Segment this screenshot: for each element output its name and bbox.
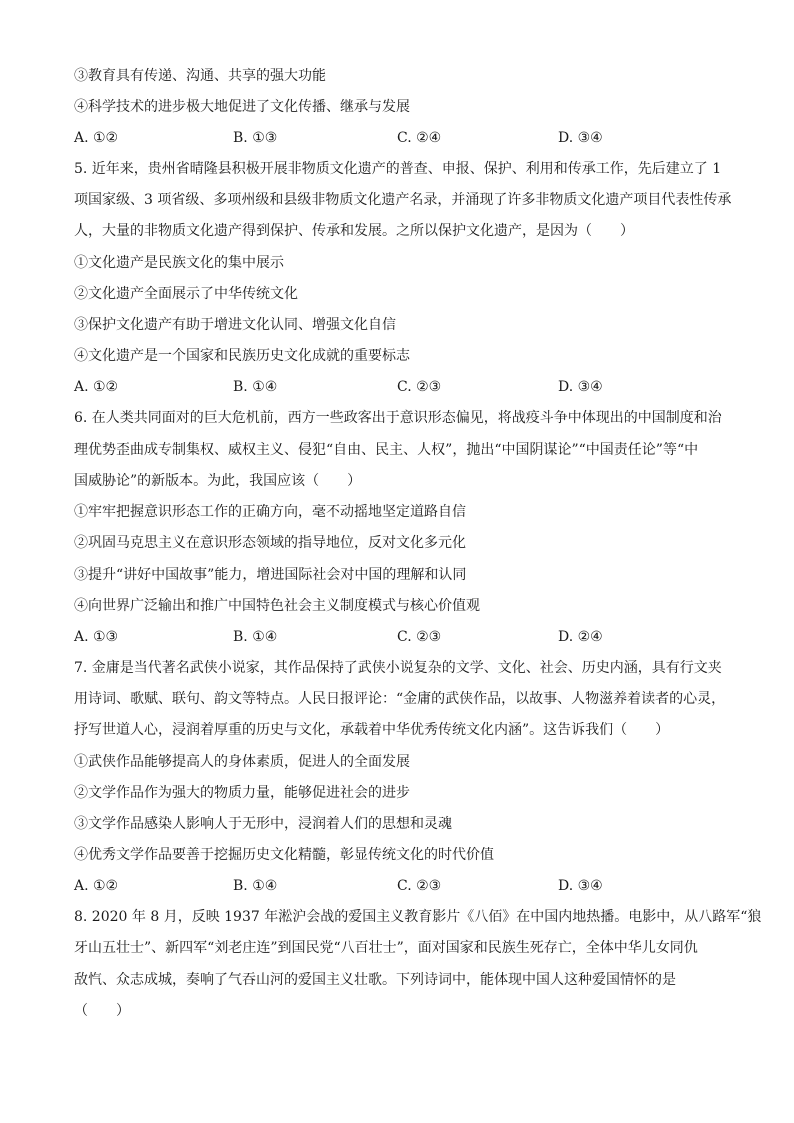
option-d: D. ③④ xyxy=(558,878,603,894)
question-7-stem-line: 用诗词、歌赋、联句、韵文等特点。人民日报评论：“金庸的武侠作品，以故事、人物滋养着读者的心灵， xyxy=(74,691,726,707)
option-c: C. ②③ xyxy=(397,878,442,894)
statement: ③文学作品感染人影响人于无形中，浸润着人们的思想和灵魂 xyxy=(74,816,452,832)
statement: ④文化遗产是一个国家和民族历史文化成就的重要标志 xyxy=(74,348,410,364)
answer-options xyxy=(74,377,734,397)
statement: ②巩固马克思主义在意识形态领域的指导地位，反对文化多元化 xyxy=(74,535,466,551)
statement: ④科学技术的进步极大地促进了文化传播、继承与发展 xyxy=(74,99,410,115)
question-8-stem-line: 8. 2020 年 8 月，反映 1937 年淞沪会战的爱国主义教育影片《八佰》在中国内地热播。电影中，从八路军“狼 xyxy=(74,909,762,925)
question-6-stem-line: 6. 在人类共同面对的巨大危机前，西方一些政客出于意识形态偏见，将战疫斗争中体现出的中国制度和治 xyxy=(74,410,722,426)
option-c: C. ②③ xyxy=(397,379,442,395)
answer-options xyxy=(74,627,734,647)
question-6-stem-line: 国威胁论”的新版本。为此，我国应该（ ） xyxy=(74,473,362,489)
statement: ②文化遗产全面展示了中华传统文化 xyxy=(74,286,298,302)
question-5-stem-line: 5. 近年来，贵州省晴隆县积极开展非物质文化遗产的普查、申报、保护、利用和传承工作，先后建立了 1 xyxy=(74,161,722,177)
question-6-stem-line: 理优势歪曲成专制集权、威权主义、侵犯“自由、民主、人权”，抛出“中国阴谋论”“中国责任论”等“中 xyxy=(74,442,699,458)
option-d: D. ②④ xyxy=(558,629,603,645)
option-a: A. ①③ xyxy=(74,629,119,645)
option-c: C. ②③ xyxy=(397,629,442,645)
statement: ④优秀文学作品要善于挖掘历史文化精髓，彰显传统文化的时代价值 xyxy=(74,847,494,863)
statement: ①武侠作品能够提高人的身体素质，促进人的全面发展 xyxy=(74,754,410,770)
question-8-stem-line: 敌忾、众志成城，奏响了气吞山河的爱国主义壮歌。下列诗词中，能体现中国人这种爱国情怀的是 xyxy=(74,972,676,988)
answer-options xyxy=(74,128,734,148)
option-d: D. ③④ xyxy=(558,130,603,146)
option-b: B. ①④ xyxy=(233,629,278,645)
answer-options xyxy=(74,876,734,896)
statement: ③提升“讲好中国故事”能力，增进国际社会对中国的理解和认同 xyxy=(74,567,467,583)
option-d: D. ③④ xyxy=(558,379,603,395)
question-5-stem-line: 人，大量的非物质文化遗产得到保护、传承和发展。之所以保护文化遗产，是因为（ ） xyxy=(74,223,634,239)
question-7-stem-line: 抒写世道人心，浸润着厚重的历史与文化，承载着中华优秀传统文化内涵”。这告诉我们（ ） xyxy=(74,722,670,738)
option-b: B. ①④ xyxy=(233,379,278,395)
statement: ②文学作品作为强大的物质力量，能够促进社会的进步 xyxy=(74,785,410,801)
option-a: A. ①② xyxy=(74,379,119,395)
question-8-stem-line: 牙山五壮士”、新四军“刘老庄连”到国民党“八百壮士”，面对国家和民族生死存亡，全体中华儿女同仇 xyxy=(74,940,698,956)
option-a: A. ①② xyxy=(74,878,119,894)
statement: ①牢牢把握意识形态工作的正确方向，毫不动摇地坚定道路自信 xyxy=(74,504,466,520)
statement: ①文化遗产是民族文化的集中展示 xyxy=(74,255,284,271)
option-b: B. ①④ xyxy=(233,878,278,894)
statement: ③保护文化遗产有助于增进文化认同、增强文化自信 xyxy=(74,317,396,333)
option-b: B. ①③ xyxy=(233,130,278,146)
statement: ④向世界广泛输出和推广中国特色社会主义制度模式与核心价值观 xyxy=(74,598,480,614)
question-7-stem-line: 7. 金庸是当代著名武侠小说家，其作品保持了武侠小说复杂的文学、文化、社会、历史内涵，具有行文夹 xyxy=(74,660,722,676)
option-c: C. ②④ xyxy=(397,130,442,146)
statement: ③教育具有传递、沟通、共享的强大功能 xyxy=(74,68,326,84)
option-a: A. ①② xyxy=(74,130,119,146)
question-8-stem-line: （ ） xyxy=(74,1003,130,1019)
question-5-stem-line: 项国家级、3 项省级、多项州级和县级非物质文化遗产名录，并涌现了许多非物质文化遗产项目代表性传承 xyxy=(74,192,732,208)
